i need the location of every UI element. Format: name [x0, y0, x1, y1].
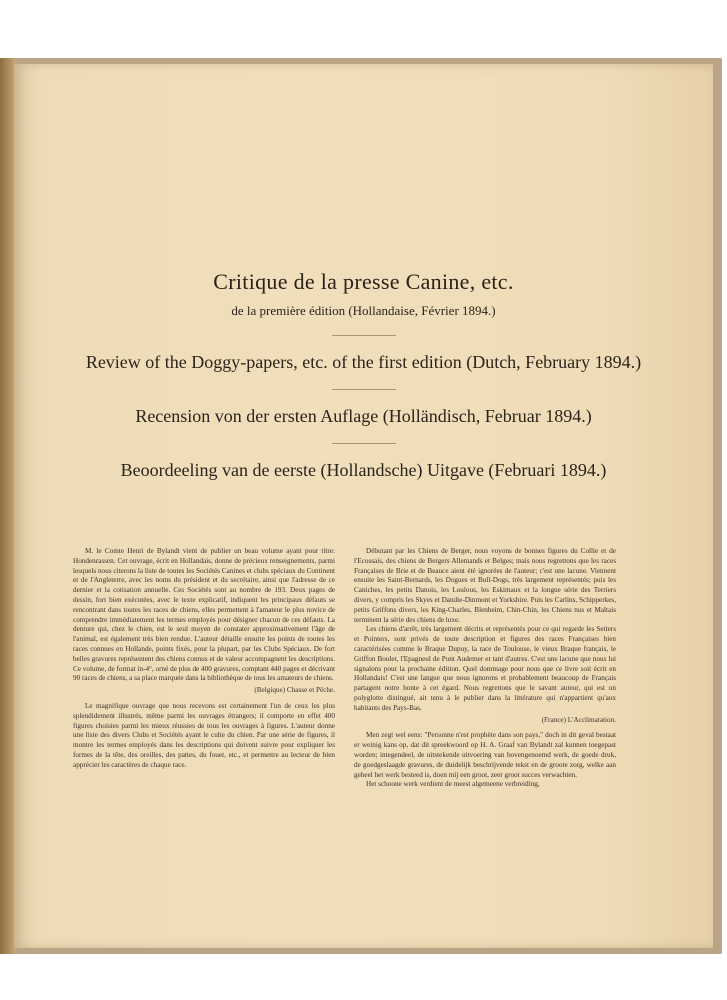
- right-column: [354, 547, 616, 790]
- title-german: Recension von der ersten Auflage (Holländisch, Februar 1894.): [135, 406, 592, 426]
- paragraph: Le magnifique ouvrage que nous recevons est certainement l'un de ceux les plus splendidement illustrés, même parmi les ouvrages étrangers; il comporte en effet 400 figures choisies parmi les mieux réussies de tous les ouvrages à figures. L'auteur donne une liste des divers Clubs et Sociétés ayant le culte du chien. Par une série de figures, il montre les termes employés dans les descriptions qui doivent suivre pour expliquer les formes de la tête, des oreilles, des pattes, du fouet, etc., et permettre au lecteur de bien apprécier les caractères de chaque race.: [73, 701, 335, 769]
- title-dutch: Beoordeeling van de eerste (Hollandsche) Uitgave (Februari 1894.): [120, 460, 607, 480]
- title-block: [14, 269, 713, 481]
- divider: [332, 443, 396, 444]
- subtitle-french: de la première édition (Hollandaise, Février 1894.): [231, 303, 496, 318]
- paragraph: Men zegt wel eens: "Personne n'est prophète dans son pays," doch in dit geval bestaat er weinig kans op, dat dit spreekwoord op H. A. Graaf van Bylandt zal kunnen toegepast worden; integendeel, de uitstekende uitvoering van bovengenoemd werk, de goede druk, de goedgeslaagde gravures, de duidelijk beschrijvende tekst en de groote zorg, welke aan geheel het werk besteed is, doen mij een groot, zeer groot succes verwachten.: [354, 731, 616, 779]
- page-title: Critique de la presse Canine, etc.: [213, 269, 514, 294]
- paragraph: Les chiens d'arrêt, très largement décrits et représentés pour ce qui regarde les Setters et Pointers, sont privés de toute description et figures des races Françaises bien caractérisées comme le Braque Dupuy, la race de Toulouse, le vieux Braque français, le Griffon Boulet, l'Epagneul de Pont Audemer et tant d'autres. C'est une lacune que nous lui signalons pour la prochaine édition. Quel dommage pour nous que ce livre soit écrit en Hollandais! C'est une langue que nous ignorons et probablement beaucoup de Français partagent notre honte à cet égard. Nous regrettons que le savant auteur, qui est un polyglotte distingué, ait tenu à le publier dans la littérature qui n'appartient qu'aux habitants des Pays-Bas.: [354, 625, 616, 712]
- book-page: [14, 64, 713, 948]
- divider: [332, 335, 396, 336]
- source-citation: (Belgique) Chasse et Pêche.: [254, 686, 335, 695]
- divider: [332, 389, 396, 390]
- source-citation: (France) L'Acclimatation.: [541, 715, 616, 724]
- title-english: Review of the Doggy-papers, etc. of the first edition (Dutch, February 1894.): [85, 352, 642, 372]
- paragraph: M. le Comte Henri de Bylandt vient de publier un beau volume ayant pour titre: Hondenrassen. Cet ouvrage, écrit en Hollandais, donne de précieux renseignements, parmi lesquels nous citerons la liste de toutes les Sociétés Canines et clubs spéciaux du Continent et de l'Angleterre, avec les noms du président et du secrétaire, ainsi que l'adresse de ce dernier et la cotisation annuelle. Ces Sociétés sont au nombre de 193. Deux pages de dessin, fort bien exécutées, avec le texte explicatif, indiquent les principaux défauts se rencontrant dans toutes les races de chiens, elles permettent à l'amateur le plus novice de comprendre immédiatement les termes employés pour désigner chacun de ces défauts. La denture qui, chez le chien, est le seul moyen de constater approximativement l'âge de l'animal, est également très bien rendue. L'auteur détaille ensuite les points de toutes les races connues en Hollande, points fixés, pour la plupart, par les Clubs Spéciaux. De fort belles gravures représentent des chiens connus et de valeur accompagnent les descriptions. Ce volume, de format in-4°, orné de plus de 400 gravures, comptant 440 pages et décrivant 90 races de chiens, a sa place marquée dans la bibliothèque de tous les amateurs de chiens.: [73, 547, 335, 683]
- paragraph: Débutant par les Chiens de Berger, nous voyons de bonnes figures du Collie et de l'Ecossais, des chiens de Bergers Allemands et Belges; mais nous regrettons que les races Françaises de Brie et de Beauce aient été ignorées de l'auteur; c'est une lacune. Viennent ensuite les Saint-Bernards, les Dogues et Bull-Dogs, très largement représentés; puis les Caniches, les petits Danois, les Loulous, les Eskimaux et la longue série des Terriers divers, y compris les Skyes et Dandie-Dinmont et Yorkshire. Puis les Carlins, Schipperkes, petits Griffons divers, les King-Charles, Blenheim, Chin-Chin, les Chiens nus et Maltais terminent la série des chiens de luxe.: [354, 547, 616, 624]
- left-column: [73, 547, 335, 771]
- paragraph: Het schoone werk verdient de meest algemeene verbreiding,: [366, 780, 540, 789]
